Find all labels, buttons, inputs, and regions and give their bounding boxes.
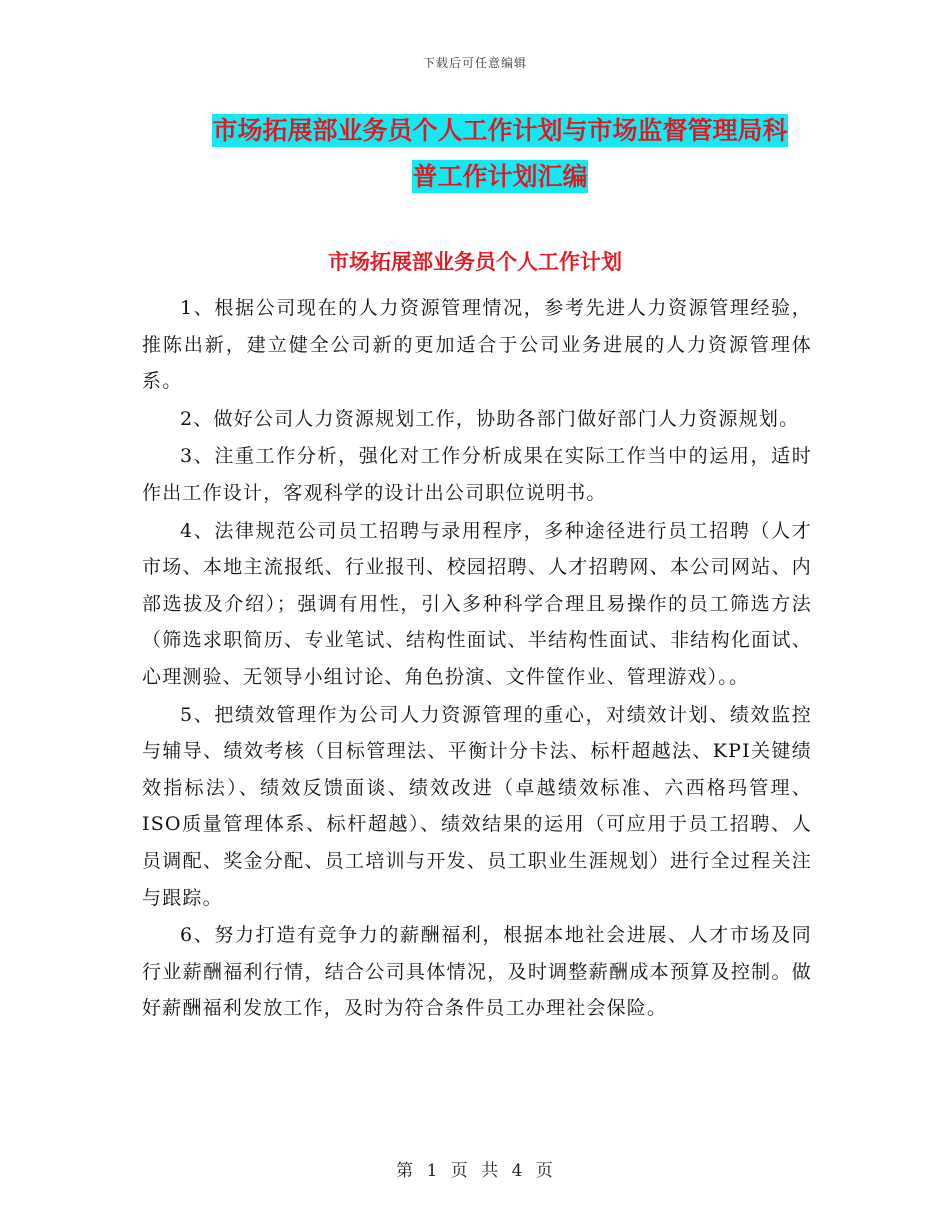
document-title-line-1: 市场拓展部业务员个人工作计划与市场监督管理局科 [212,116,788,145]
document-title [140,108,860,200]
paragraph-6: 6、努力打造有竞争力的薪酬福利，根据本地社会进展、人才市场及同行业薪酬福利行情，结合公司具体情况，及时调整薪酬成本预算及控制。做好薪酬福利发放工作，及时为符合条件员工办理社会保险。 [142,924,812,1020]
section-title: 市场拓展部业务员个人工作计划 [328,249,622,274]
document-body [142,290,812,1028]
paragraph-3: 3、注重工作分析，强化对工作分析成果在实际工作当中的运用，适时作出工作设计，客观科学的设计出公司职位说明书。 [142,445,812,504]
paragraph-1: 1、根据公司现在的人力资源管理情况，参考先进人力资源管理经验，推陈出新，建立健全公司新的更加适合于公司业务进展的人力资源管理体系。 [142,297,812,393]
paragraph-5: 5、把绩效管理作为公司人力资源管理的重心，对绩效计划、绩效监控与辅导、绩效考核（目标管理法、平衡计分卡法、标杆超越法、KPI关键绩效指标法）、绩效反馈面谈、绩效改进（卓越绩效标准、六西格玛管理、ISO质量管理体系、标杆超越）、绩效结果的运用（可应用于员工招聘、人员调配、奖金分配、员工培训与开发、员工职业生涯规划）进行全过程关注与跟踪。 [142,703,812,909]
page-footer: 第 1 页 共 4 页 [396,1161,554,1181]
header-note: 下载后可任意编辑 [422,56,527,70]
document-title-line-2: 普工作计划汇编 [412,162,588,191]
paragraph-2: 2、做好公司人力资源规划工作，协助各部门做好部门人力资源规划。 [180,407,800,430]
paragraph-4: 4、法律规范公司员工招聘与录用程序，多种途径进行员工招聘（人才市场、本地主流报纸、行业报刊、校园招聘、人才招聘网、本公司网站、内部选拔及介绍）；强调有用性，引入多种科学合理且易操作的员工筛选方法（筛选求职简历、专业笔试、结构性面试、半结构性面试、非结构化面试、心理测验、无领导小组讨论、角色扮演、文件筐作业、管理游戏）。。 [142,519,812,688]
